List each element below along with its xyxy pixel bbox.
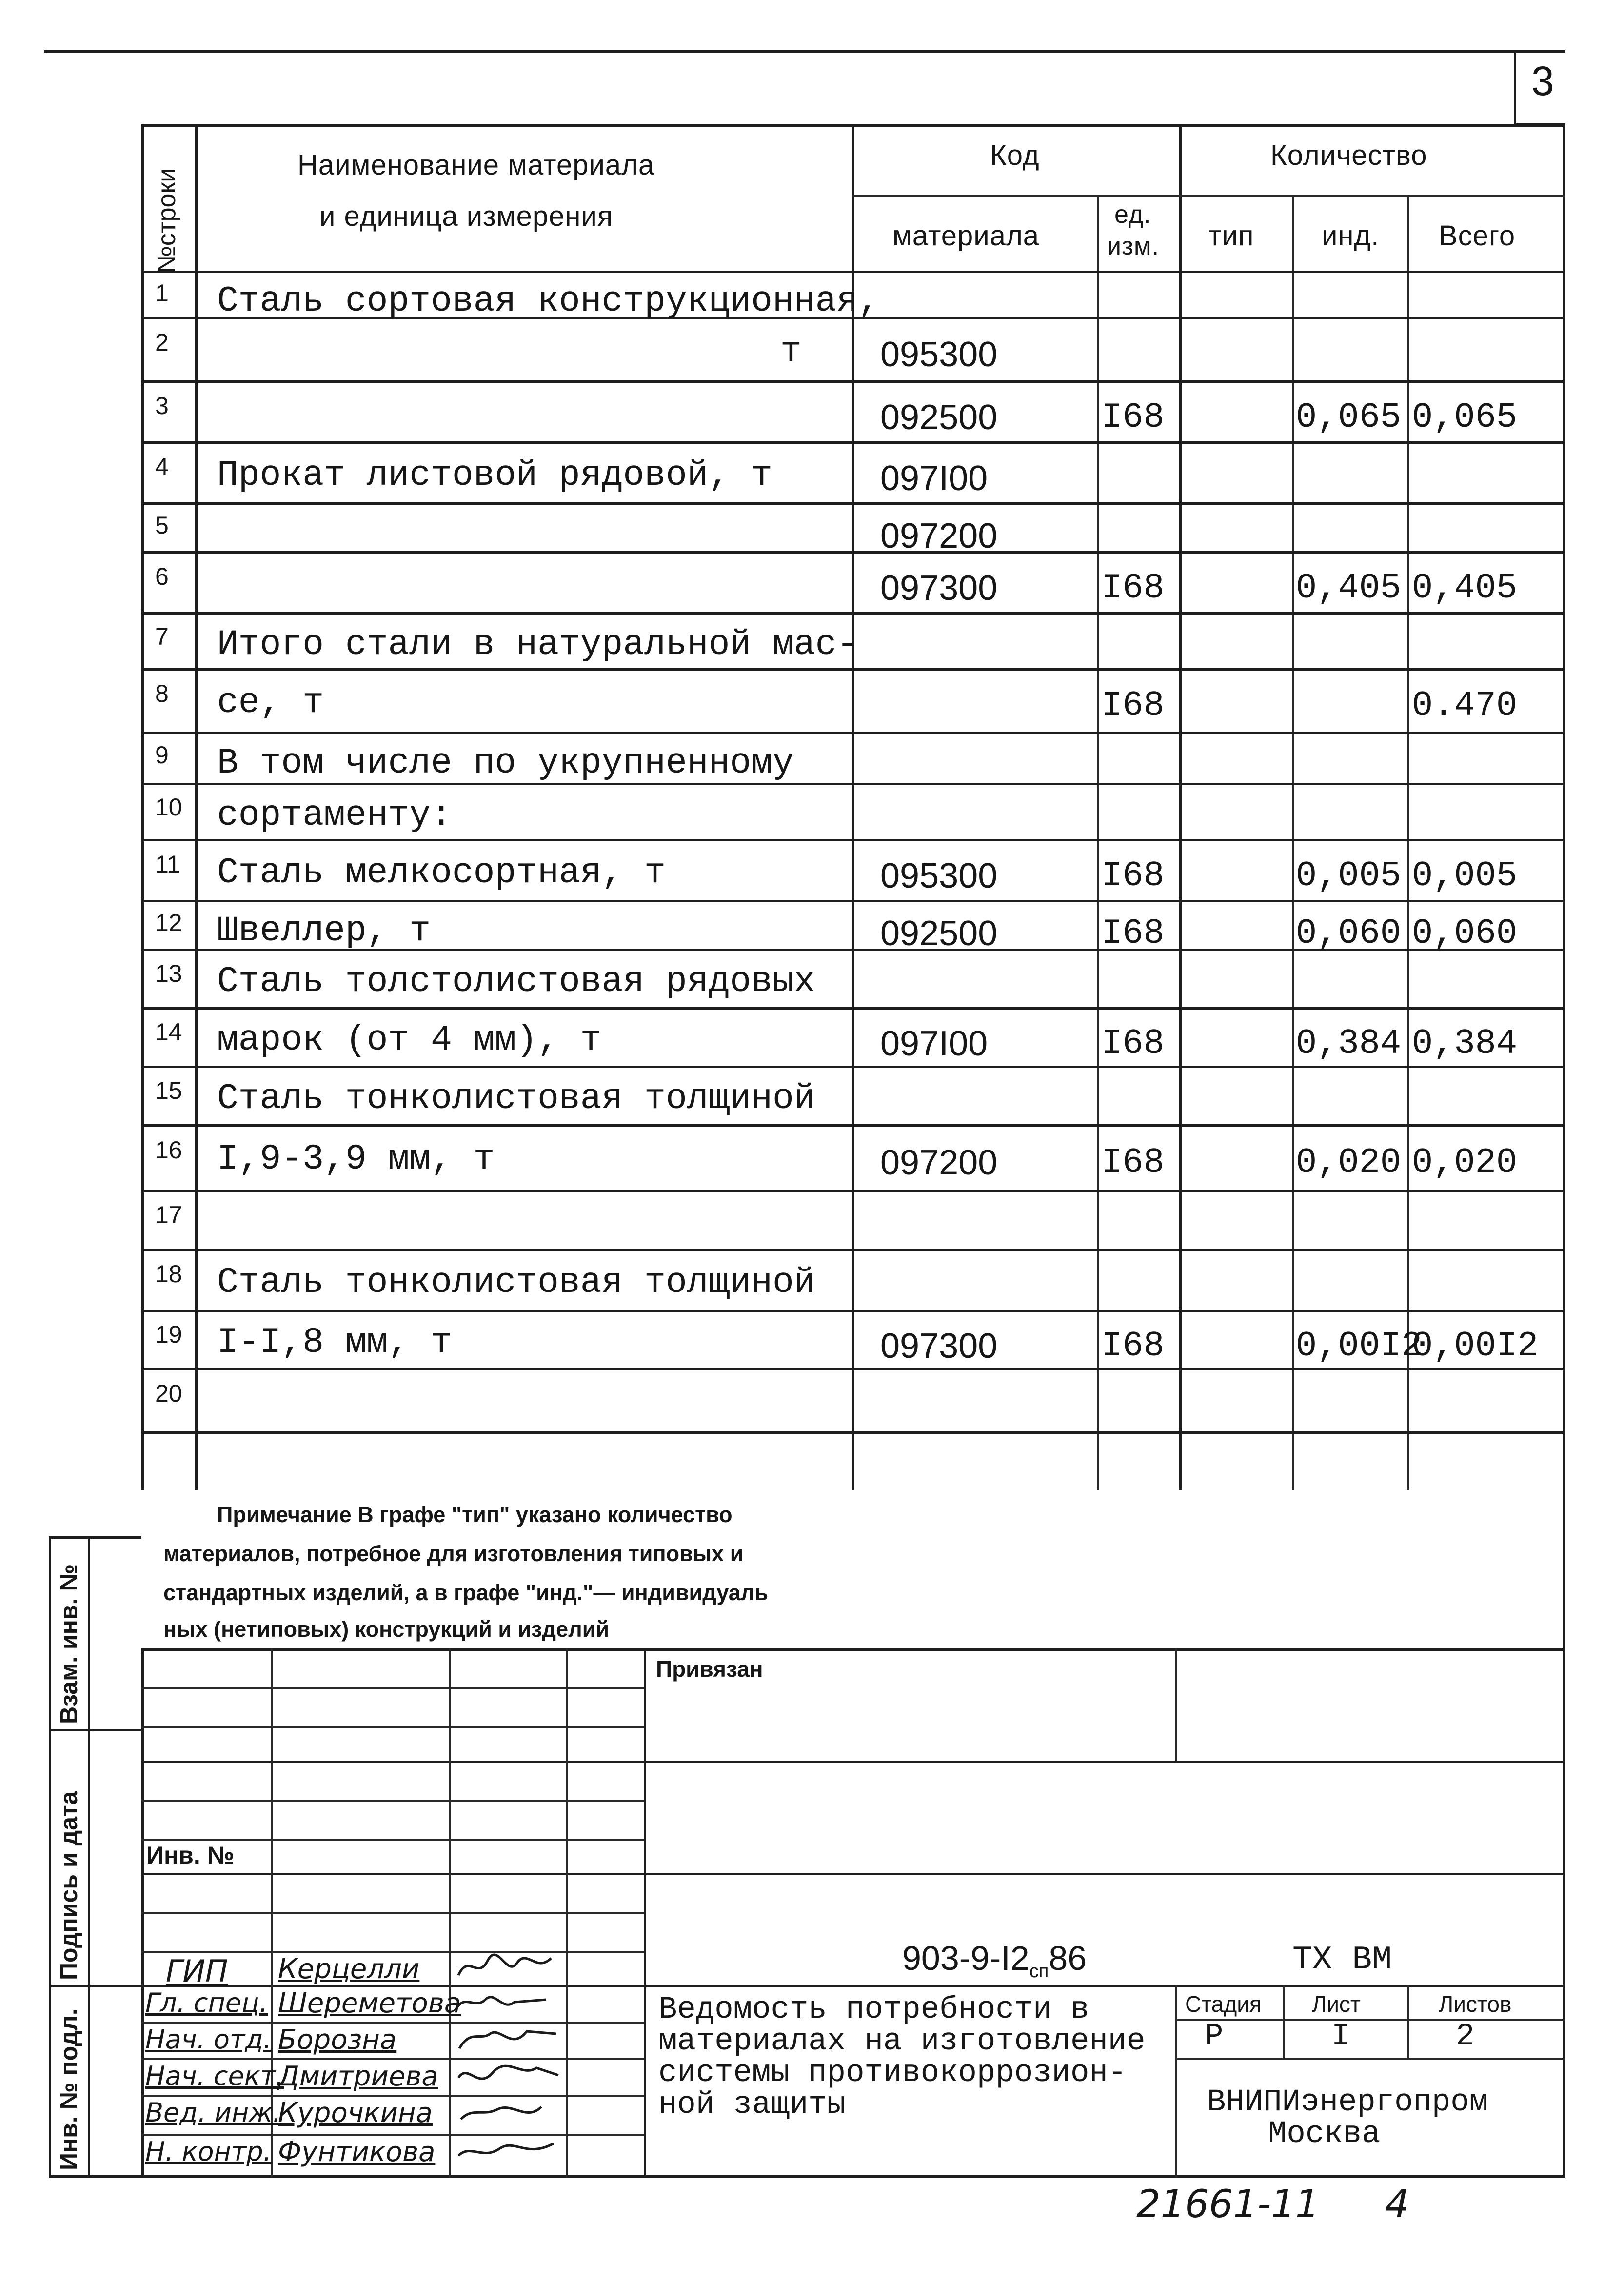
table-cell-ind: 0,00I2 bbox=[1296, 1326, 1423, 1366]
table-cell-total: 0,00I2 bbox=[1412, 1326, 1539, 1366]
table-cell-n: 14 bbox=[155, 1018, 182, 1046]
doc-code-sub: сп bbox=[1029, 1961, 1049, 1982]
table-row-divider bbox=[141, 612, 1565, 615]
tb-col-name bbox=[449, 1648, 451, 2178]
table-cell-ind: 0,020 bbox=[1296, 1143, 1402, 1183]
table-cell-n: 17 bbox=[155, 1201, 182, 1229]
table-row-divider bbox=[141, 839, 1565, 841]
tb-col-sign bbox=[566, 1648, 568, 2178]
top-rule bbox=[44, 50, 1565, 53]
table-cell-code: 097I00 bbox=[880, 1024, 988, 1063]
table-cell-ind: 0,405 bbox=[1296, 568, 1402, 608]
header-unit-line2: изм. bbox=[1107, 232, 1160, 260]
note-bottom-rule bbox=[141, 1648, 1565, 1651]
table-cell-n: 11 bbox=[155, 851, 180, 878]
table-cell-name: Итого стали в натуральной мас- bbox=[217, 624, 858, 665]
doc-title-line2: материалах на изготовление bbox=[658, 2024, 1146, 2059]
table-cell-name: Сталь тонколистовая толщиной bbox=[217, 1078, 815, 1119]
stage-value: Р bbox=[1205, 2019, 1224, 2054]
tb-row-1 bbox=[141, 1687, 644, 1689]
table-cell-total: 0,060 bbox=[1412, 913, 1518, 953]
header-code: Код bbox=[990, 139, 1040, 171]
privyazan-label: Привязан bbox=[656, 1656, 763, 1682]
tb-stage-header-rule bbox=[1175, 2019, 1565, 2021]
table-cell-n: 3 bbox=[155, 392, 169, 419]
doc-title-line1: Ведомость потребности в bbox=[658, 1992, 1089, 2027]
signature-role: Вед. инж. bbox=[145, 2097, 281, 2128]
table-cell-name: Сталь толстолистовая рядовых bbox=[217, 961, 815, 1002]
tb-row-2 bbox=[141, 1726, 644, 1728]
table-cell-n: 20 bbox=[155, 1380, 182, 1407]
table-cell-code: 095300 bbox=[880, 856, 998, 895]
table-cell-n: 6 bbox=[155, 563, 169, 590]
doc-code-year: 86 bbox=[1049, 1939, 1087, 1977]
side-strip-left bbox=[49, 1536, 51, 2178]
table-cell-n: 12 bbox=[155, 909, 182, 936]
table-cell-name: Сталь мелкосортная, т bbox=[217, 853, 666, 893]
table-cell-code: 097200 bbox=[880, 1143, 998, 1182]
header-qty-total: Всего bbox=[1439, 220, 1516, 252]
side-label-inv-podl: Инв. № подл. bbox=[55, 2008, 82, 2170]
table-cell-code: 092500 bbox=[880, 914, 998, 953]
handwritten-signature-icon bbox=[454, 2022, 566, 2056]
tb-row-6 bbox=[141, 1873, 1565, 1875]
note-line4: ных (нетиповых) конструкций и изделий bbox=[163, 1617, 610, 1642]
note-line3: стандартных изделий, а в графе "инд."— индивидуаль bbox=[163, 1580, 769, 1605]
tb-stage-value-rule bbox=[1175, 2058, 1565, 2060]
table-row-divider bbox=[141, 551, 1565, 554]
table-cell-name: Прокат листовой рядовой, т bbox=[217, 455, 772, 496]
side-strip-right bbox=[88, 1536, 90, 2178]
header-name-line2: и единица измерения bbox=[319, 200, 614, 232]
col-divider-type bbox=[1292, 195, 1294, 1490]
table-cell-code: 097300 bbox=[880, 1327, 998, 1366]
tb-row-11 bbox=[141, 2058, 644, 2060]
table-row-divider bbox=[141, 900, 1565, 902]
sheet-number-box-left bbox=[1514, 50, 1516, 126]
handwritten-signature-icon bbox=[454, 2095, 566, 2129]
tb-row-10 bbox=[141, 2022, 644, 2024]
tb-row-5 bbox=[141, 1839, 644, 1841]
tb-row-13 bbox=[141, 2134, 644, 2136]
header-qty-ind: инд. bbox=[1322, 220, 1380, 252]
table-cell-name: т bbox=[780, 331, 802, 372]
table-cell-unit: I68 bbox=[1101, 913, 1165, 953]
tb-col-main bbox=[644, 1648, 646, 2178]
table-cell-n: 4 bbox=[155, 453, 169, 480]
side-label-vzam: Взам. инв. № bbox=[55, 1564, 82, 1724]
bottom-rule bbox=[49, 2175, 1565, 2178]
table-row-divider bbox=[141, 1310, 1565, 1312]
handwritten-signature-icon bbox=[454, 1951, 566, 1985]
table-cell-n: 10 bbox=[155, 794, 182, 821]
header-quantity: Количество bbox=[1270, 139, 1427, 171]
signature-role: ГИП bbox=[166, 1953, 228, 1989]
table-row-divider bbox=[141, 1124, 1565, 1127]
table-cell-ind: 0,065 bbox=[1296, 397, 1402, 437]
table-cell-n: 16 bbox=[155, 1136, 182, 1164]
table-cell-n: 19 bbox=[155, 1321, 182, 1348]
table-row-divider bbox=[141, 441, 1565, 444]
table-row-divider bbox=[141, 502, 1565, 505]
tb-col-stage bbox=[1175, 1985, 1177, 2178]
table-cell-name: Швеллер, т bbox=[217, 911, 431, 951]
header-row-number: №строки bbox=[153, 168, 181, 273]
tb-row-7 bbox=[141, 1912, 644, 1914]
table-cell-total: 0,405 bbox=[1412, 568, 1518, 608]
table-row-divider bbox=[141, 380, 1565, 383]
table-row-divider bbox=[141, 1431, 1565, 1434]
table-cell-ind: 0,005 bbox=[1296, 856, 1402, 896]
tb-col-sheets bbox=[1407, 1985, 1409, 2058]
table-cell-unit: I68 bbox=[1101, 568, 1165, 608]
header-name-line1: Наименование материала bbox=[297, 149, 655, 181]
table-cell-unit: I68 bbox=[1101, 856, 1165, 896]
table-cell-n: 7 bbox=[155, 623, 169, 650]
table-cell-n: 1 bbox=[155, 279, 169, 307]
sheets-value: 2 bbox=[1456, 2019, 1475, 2054]
sheet-label: Лист bbox=[1312, 1991, 1361, 2017]
handwritten-signature-icon bbox=[454, 2058, 566, 2092]
header-bottom-rule bbox=[141, 271, 1565, 273]
table-cell-code: 097I00 bbox=[880, 459, 988, 498]
note-line2: материалов, потребное для изготовления типовых и bbox=[163, 1541, 744, 1566]
tb-row-12 bbox=[141, 2095, 644, 2097]
table-cell-name: I,9-3,9 мм, т bbox=[217, 1139, 495, 1179]
header-sub-rule bbox=[852, 195, 1565, 197]
table-cell-total: 0.470 bbox=[1412, 686, 1518, 726]
handwritten-signature-icon bbox=[454, 1985, 566, 2019]
col-divider-name bbox=[852, 124, 854, 1490]
sheet-number: 3 bbox=[1531, 58, 1554, 104]
header-code-material: материала bbox=[892, 220, 1040, 252]
table-cell-ind: 0,384 bbox=[1296, 1024, 1402, 1064]
tb-row-4 bbox=[141, 1800, 644, 1802]
table-cell-name: Сталь сортовая конструкционная, bbox=[217, 281, 880, 321]
doc-title-line3: системы противокоррозион- bbox=[658, 2056, 1127, 2091]
table-cell-name: I-I,8 мм, т bbox=[217, 1322, 452, 1363]
doc-mark: ТХ ВМ bbox=[1292, 1941, 1392, 1979]
table-cell-name: марок (от 4 мм), т bbox=[217, 1020, 602, 1060]
table-cell-n: 13 bbox=[155, 960, 182, 987]
table-cell-code: 095300 bbox=[880, 335, 998, 374]
signature-role: Нач. отд. bbox=[145, 2024, 272, 2055]
page-right-border bbox=[1563, 124, 1565, 2178]
table-row-divider bbox=[141, 668, 1565, 671]
archive-page: 4 bbox=[1385, 2183, 1409, 2226]
doc-code-main: 903-9-I2 bbox=[902, 1939, 1030, 1977]
doc-code bbox=[902, 1939, 1087, 1982]
tb-col-sheet bbox=[1283, 1985, 1285, 2058]
side-label-podpis: Подпись и дата bbox=[55, 1791, 82, 1980]
col-divider-rownum bbox=[195, 124, 198, 1490]
header-qty-type: тип bbox=[1208, 220, 1254, 252]
table-cell-n: 15 bbox=[155, 1077, 182, 1104]
table-cell-total: 0,384 bbox=[1412, 1024, 1518, 1064]
table-row-divider bbox=[141, 1066, 1565, 1068]
handwritten-signature-icon bbox=[454, 2134, 566, 2168]
table-row-divider bbox=[141, 1368, 1565, 1370]
table-cell-unit: I68 bbox=[1101, 1024, 1165, 1064]
table-cell-code: 092500 bbox=[880, 398, 998, 437]
signature-name: Дмитриева bbox=[278, 2061, 438, 2092]
side-strip-top bbox=[49, 1536, 141, 1539]
table-cell-n: 18 bbox=[155, 1260, 182, 1288]
table-left-border bbox=[141, 124, 144, 1490]
table-cell-unit: I68 bbox=[1101, 1143, 1165, 1183]
col-divider-code bbox=[1179, 124, 1182, 1490]
signature-name: Шереметова bbox=[278, 1987, 461, 2019]
header-unit-line1: ед. bbox=[1114, 200, 1151, 229]
org-line2: Москва bbox=[1268, 2117, 1381, 2152]
table-cell-total: 0,020 bbox=[1412, 1143, 1518, 1183]
signature-role: Нач. сект. bbox=[145, 2061, 284, 2091]
tb-col-privyazan-right bbox=[1175, 1648, 1177, 1761]
table-row-divider bbox=[141, 732, 1565, 734]
table-cell-n: 2 bbox=[155, 329, 169, 356]
signature-role: Гл. спец. bbox=[145, 1987, 268, 2018]
table-cell-total: 0,005 bbox=[1412, 856, 1518, 896]
table-cell-name: се, т bbox=[217, 682, 324, 723]
table-cell-n: 5 bbox=[155, 512, 169, 539]
org-line1: ВНИПИэнергопром bbox=[1207, 2085, 1488, 2120]
table-cell-name: сортаменту: bbox=[217, 795, 452, 835]
signature-name: Керцелли bbox=[278, 1953, 420, 1985]
col-divider-ind bbox=[1407, 195, 1409, 1490]
sheets-label: Листов bbox=[1439, 1991, 1512, 2017]
signature-name: Фунтикова bbox=[278, 2136, 436, 2168]
archive-number: 21661-11 bbox=[1136, 2183, 1320, 2226]
inv-no-label: Инв. № bbox=[146, 1842, 235, 1869]
tb-row-3 bbox=[141, 1761, 1565, 1763]
table-cell-n: 8 bbox=[155, 680, 169, 707]
sheet-value: I bbox=[1331, 2019, 1350, 2054]
note-line1: Примечание В графе "тип" указано количество bbox=[217, 1502, 733, 1527]
table-cell-name: В том числе по укрупненному bbox=[217, 743, 794, 783]
table-cell-total: 0,065 bbox=[1412, 397, 1518, 437]
table-cell-n: 9 bbox=[155, 741, 169, 769]
table-row-divider bbox=[141, 1249, 1565, 1251]
table-cell-unit: I68 bbox=[1101, 397, 1165, 437]
table-cell-code: 097200 bbox=[880, 516, 998, 556]
stage-label: Стадия bbox=[1185, 1991, 1262, 2017]
table-cell-unit: I68 bbox=[1101, 686, 1165, 726]
signature-role: Н. контр. bbox=[145, 2136, 272, 2167]
signature-name: Борозна bbox=[278, 2024, 397, 2056]
tb-row-8 bbox=[141, 1951, 644, 1953]
col-divider-unit bbox=[1097, 195, 1099, 1490]
table-cell-ind: 0,060 bbox=[1296, 913, 1402, 953]
table-cell-code: 097300 bbox=[880, 569, 998, 608]
table-cell-unit: I68 bbox=[1101, 1326, 1165, 1366]
table-cell-name: Сталь тонколистовая толщиной bbox=[217, 1262, 815, 1303]
table-row-divider bbox=[141, 1190, 1565, 1192]
table-row-divider bbox=[141, 1007, 1565, 1010]
doc-title-line4: ной защиты bbox=[658, 2087, 846, 2123]
signature-name: Курочкина bbox=[278, 2097, 433, 2129]
